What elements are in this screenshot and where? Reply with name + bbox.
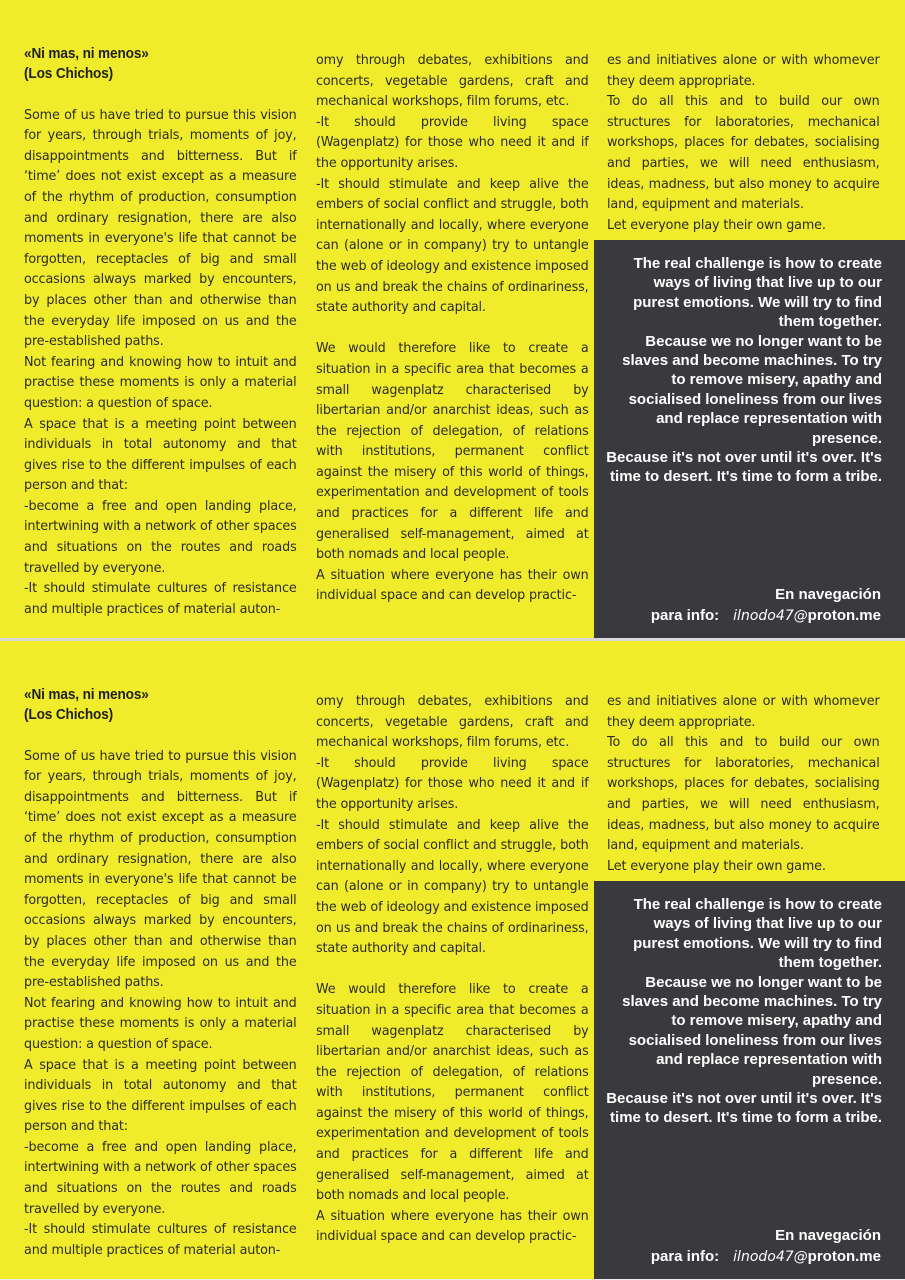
column-2	[316, 691, 589, 1247]
column-1	[24, 685, 297, 1260]
contact-footer	[601, 1225, 881, 1268]
paragraph: To do all this and to build our own structures for laboratories, mechanical workshops, places for debates, socialising and parties, we will need enthusiasm, ideas, madness, but also money to acquire land, equipment and materials.	[607, 93, 880, 213]
column-3	[607, 691, 880, 876]
collective-name: En navegación	[775, 586, 881, 603]
contact-footer	[601, 584, 881, 627]
callout-paragraph: Because we no longer want to be slaves and become machines. To try to remove misery, apathy and socialised loneliness from our lives and replace representation with presence.	[622, 332, 882, 447]
paragraph: -become a free and open landing place, intertwining with a network of other spaces and situations on the routes and roads travelled by everyone.	[24, 1138, 297, 1217]
callout-paragraph: Because it's not over until it's over. It's time to desert. It's time to form a tribe.	[606, 449, 882, 486]
paragraph: -become a free and open landing place, intertwining with a network of other spaces and situations on the routes and roads travelled by everyone.	[24, 497, 297, 576]
callout-paragraph: The real challenge is how to create ways of living that live up to our purest emotions. We will try to find them together.	[633, 255, 882, 331]
paragraph: Let everyone play their own game.	[607, 216, 826, 233]
flyer-title: «Ni mas, ni menos»	[24, 687, 149, 703]
paragraph: es and initiatives alone or with whomever they deem appropriate.	[607, 693, 880, 730]
callout-text	[606, 895, 882, 1128]
callout-paragraph: Because we no longer want to be slaves and become machines. To try to remove misery, apathy and socialised loneliness from our lives and replace representation with presence.	[622, 973, 882, 1088]
paragraph: es and initiatives alone or with whomever they deem appropriate.	[607, 52, 880, 89]
callout-paragraph: The real challenge is how to create ways of living that live up to our purest emotions. We will try to find them together.	[633, 896, 882, 972]
paragraph: Let everyone play their own game.	[607, 857, 826, 874]
contact-email[interactable]	[733, 608, 881, 624]
paragraph: A situation where everyone has their own individual space and can develop practic-	[316, 566, 589, 604]
collective-name: En navegación	[775, 1227, 881, 1244]
paragraph: To do all this and to build our own structures for laboratories, mechanical workshops, places for debates, socialising and parties, we will need enthusiasm, ideas, madness, but also money to acquire land, equipment and materials.	[607, 734, 880, 854]
paragraph: A space that is a meeting point between individuals in total autonomy and that gives rise to the different impulses of each person and that:	[24, 415, 297, 494]
email-user: ilnodo47@	[733, 1249, 808, 1265]
flyer-top	[0, 0, 905, 638]
email-user: ilnodo47@	[733, 608, 808, 624]
flyer-subtitle: (Los Chichos)	[24, 66, 114, 82]
flyer-bottom	[0, 641, 905, 1279]
callout-box	[594, 240, 905, 638]
paragraph: -It should stimulate and keep alive the embers of social conflict and struggle, both internationally and locally, where everyone can (alone or in company) try to untangle the web of ideology and existence imposed on us and break the chains of ordinariness, state authority and capital.	[316, 816, 589, 957]
paragraph: -It should provide living space (Wagenplatz) for those who need it and if the opportunity arises.	[316, 754, 589, 812]
paragraph: We would therefore like to create a situation in a specific area that becomes a small wagenplatz characterised by libertarian and/or anarchist ideas, such as the rejection of delegation, of relations with institutions, permanent conflict against the misery of this world of things, experimentation and development of tools and practices for a different life and generalised self-management, aimed at both nomads and local people.	[316, 981, 589, 1204]
contact-label: para info:	[650, 607, 720, 624]
flyer-title: «Ni mas, ni menos»	[24, 46, 149, 62]
paragraph: Some of us have tried to pursue this vision for years, through trials, moments of joy, disappointments and bitterness. But if ‘time’ does not exist except as a measure of the rhythm of production, consumption and ordinary resignation, there are also moments in everyone's life that cannot be forgotten, receptacles of big and small occasions always marked by encounters, by places other than and otherwise than the everyday life imposed on us and the pre-established paths.	[24, 747, 297, 991]
paragraph: We would therefore like to create a situation in a specific area that becomes a small wagenplatz characterised by libertarian and/or anarchist ideas, such as the rejection of delegation, of relations with institutions, permanent conflict against the misery of this world of things, experimentation and development of tools and practices for a different life and generalised self-management, aimed at both nomads and local people.	[316, 340, 589, 563]
email-domain: proton.me	[807, 607, 881, 624]
paragraph: -It should provide living space (Wagenplatz) for those who need it and if the opportunity arises.	[316, 113, 589, 171]
paragraph: -It should stimulate cultures of resistance and multiple practices of material auton-	[24, 580, 297, 617]
contact-label: para info:	[650, 1248, 720, 1265]
callout-paragraph: Because it's not over until it's over. It's time to desert. It's time to form a tribe.	[606, 1090, 882, 1127]
flyer-subtitle: (Los Chichos)	[24, 707, 114, 723]
paragraph: Not fearing and knowing how to intuit and practise these moments is only a material question: a question of space.	[24, 994, 297, 1052]
callout-text	[606, 254, 882, 487]
paragraph: A situation where everyone has their own individual space and can develop practic-	[316, 1207, 589, 1245]
email-domain: proton.me	[807, 1248, 881, 1265]
paragraph: omy through debates, exhibitions and concerts, vegetable gardens, craft and mechanical workshops, film forums, etc.	[316, 693, 589, 751]
column-1	[24, 44, 297, 619]
paragraph: Some of us have tried to pursue this vision for years, through trials, moments of joy, disappointments and bitterness. But if ‘time’ does not exist except as a measure of the rhythm of production, consumption and ordinary resignation, there are also moments in everyone's life that cannot be forgotten, receptacles of big and small occasions always marked by encounters, by places other than and otherwise than the everyday life imposed on us and the pre-established paths.	[24, 106, 297, 350]
callout-box	[594, 881, 905, 1279]
contact-email[interactable]	[733, 1249, 881, 1265]
paragraph: omy through debates, exhibitions and concerts, vegetable gardens, craft and mechanical workshops, film forums, etc.	[316, 52, 589, 110]
paragraph: Not fearing and knowing how to intuit and practise these moments is only a material question: a question of space.	[24, 353, 297, 411]
paragraph: -It should stimulate and keep alive the embers of social conflict and struggle, both internationally and locally, where everyone can (alone or in company) try to untangle the web of ideology and existence imposed on us and break the chains of ordinariness, state authority and capital.	[316, 175, 589, 316]
column-3	[607, 50, 880, 235]
paragraph: -It should stimulate cultures of resistance and multiple practices of material auton-	[24, 1221, 297, 1258]
paragraph: A space that is a meeting point between individuals in total autonomy and that gives rise to the different impulses of each person and that:	[24, 1056, 297, 1135]
column-2	[316, 50, 589, 606]
